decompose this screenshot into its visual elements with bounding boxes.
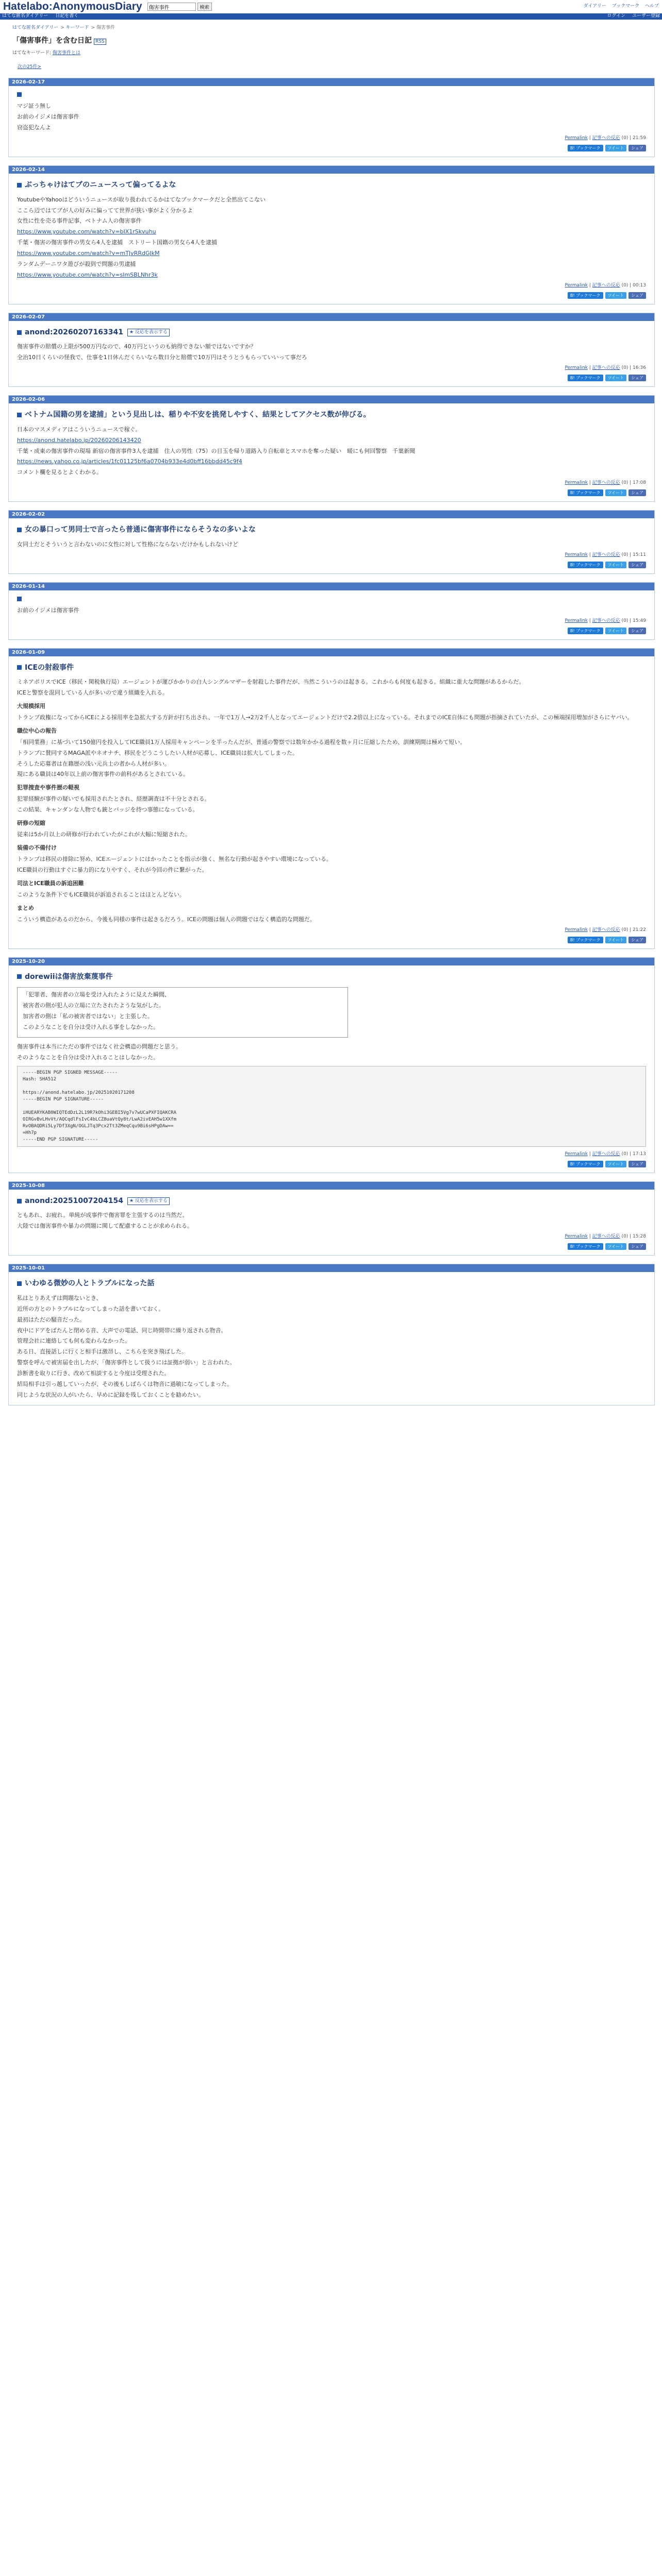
entry-body [9,403,654,501]
entry-body [9,86,654,157]
entry-paragraph: 夜中にドアをばたんと閉める音、大声での電話、同じ時間帯に繰り返される物音。 [17,1327,227,1334]
entry-paragraph: ランダムデーニワタ遊びが殺到で問題の男逮捕 [17,261,136,268]
header-link-bookmark[interactable]: ブックマーク [611,4,640,9]
entry-footer: Permalink | 記事への反応 (0) | 17:13 [565,1151,646,1157]
rss-badge[interactable]: RSS [94,39,106,45]
entry-paragraph: この結果、キャンダンな人物でも銃とバッジを持つ事態になっている。 [17,806,198,814]
entry-title-text[interactable]: anond:20251007204154 [25,1197,123,1206]
entry-footer: Permalink | 記事への反応 (0) | 21:59 [565,135,646,141]
entry [8,1181,655,1256]
trackback-link[interactable]: 記事への反応 [592,552,620,557]
entry-footer: Permalink | 記事への反応 (0) | 21:22 [565,927,646,933]
entry-time: 16:36 [633,365,646,371]
site-logo[interactable]: Hatelabo:AnonymousDiary [3,0,142,12]
entry-paragraph: 窃盗犯なんよ [17,124,51,131]
entry-paragraph: トランプは移民の排除に努め、ICEエージェントにはかったことを指示が強く、無名な行動が起きやすい環境になっている。 [17,856,332,863]
breadcrumb-home[interactable]: はてな匿名ダイアリー [12,25,59,30]
entry [8,78,655,157]
entry-body [9,590,654,639]
entry-paragraph: 私はとりあえずは問題ないとき、 [17,1294,102,1301]
entry-paragraph: このような条件下でもICE職員が訴追されることはほとんどない。 [17,891,185,898]
entry-body [9,321,654,386]
search-button[interactable]: 検索 [197,3,212,11]
entry-paragraph: 日本のマスメディアはこういうニュースで稼ぐ。 [17,426,141,433]
entry-title[interactable] [17,327,646,337]
hatena-bookmark-button[interactable]: B! ブックマーク [568,145,603,151]
section-heading: 職位中心の報告 [17,727,57,734]
trackback-count: 0 [623,552,626,557]
header-links [580,3,659,10]
share-buttons [17,628,646,636]
entry-paragraph: 傷害事件の賠償の上限が500万円なので、40万円というのも納得できない額ではないですか？ [17,343,256,350]
header-link-help[interactable]: ヘルプ [644,4,659,9]
entry-paragraph: 大陸では傷害事件や暴力の問題に関して配慮することが求められる。 [17,1223,193,1230]
entry-paragraph: ともあれ、お疲れ。単純が成事件で傷害罪を主張するのは当然だ。 [17,1212,188,1219]
trackback-link[interactable]: 記事への反応 [592,480,620,486]
entry-paragraph: マジ証う無し [17,103,51,110]
entry-paragraph: ある日、直接話しに行くと相手は激昂し、こちらを突き飛ばした。 [17,1348,187,1355]
trackback-count: 0 [623,927,626,933]
hatena-bookmark-button[interactable]: B! ブックマーク [568,1161,603,1167]
entry-footer: Permalink | 記事への反応 (0) | 16:36 [565,365,646,371]
entry-paragraph: 犯罪経験が事件の疑いでも採用されたとされ、経歴調査は不十分とされる。 [17,795,210,803]
entry-paragraph: こういう構造があるのだから、今後も同様の事件は起きるだろう。ICEの問題は個人の問題ではなく構造的な問題だ。 [17,916,316,923]
entry-title[interactable] [17,410,646,420]
entry-paragraph: 女同士だとそういうと言わないのに女性に対して性格にならないだけかもしれないけど [17,540,238,548]
tweet-button[interactable]: ツイート [605,628,627,634]
entry-paragraph: 結局相手は引っ越していったが、その後もしばらくは物音に過敏になってしまった。 [17,1381,233,1388]
entry-paragraph: 千葉・成東の傷害事件の現場 新宿の傷害事件3人を逮捕 住人の男性（75）の目玉を帰り道路入り自転車とスマホを奪った疑い 暖にも何回警察 千葉新聞 [17,447,416,454]
breadcrumb-current: 傷害事件 [96,25,115,30]
entry-title[interactable] [17,524,646,535]
entry-footer: Permalink | 記事への反応 (0) | 15:49 [565,618,646,623]
entry [8,313,655,387]
hatena-bookmark-button[interactable]: B! ブックマーク [568,1243,603,1250]
trackback-link[interactable]: 記事への反応 [592,618,620,623]
entry-title[interactable] [17,92,646,97]
entry [8,582,655,640]
entry-date: 2026-01-09 [9,649,654,656]
section-heading: 研修の短縮 [17,820,45,827]
entry-date: 2026-02-06 [9,396,654,403]
entry [8,395,655,502]
entry-paragraph: 女性に性を売る事件記事、ベトナム人の傷害事件 [17,217,142,225]
title-square-icon [17,528,22,532]
facebook-share-button[interactable]: シェア [628,1161,646,1167]
section-heading: 司法とICE職員の訴追困難 [17,879,84,887]
show-reactions-badge[interactable]: ★ 反応を表示する [127,1197,170,1205]
facebook-share-button[interactable]: シェア [628,562,646,568]
entry-time: 15:11 [633,552,646,557]
facebook-share-button[interactable]: シェア [628,937,646,943]
entry-paragraph: お前のイジメは傷害事件 [17,606,79,614]
entry-paragraph: コメント欄を見るとよくわかる。 [17,469,102,476]
entry-paragraph: トランプ政権になってからICEによる採用率を急拡大する方針が打ち出され、一年で1万人→2万2千人となってエージェントだけで2.2倍以上になっている。それまでのICE自体にも問題が指摘されていたが、この極端採用増加がさらにヤバい。 [17,714,633,721]
permalink[interactable]: Permalink [565,283,588,289]
next-page-link[interactable]: 次の25件> [18,64,41,70]
nav-link-home[interactable]: はてな匿名ダイアリー [2,13,48,19]
entry-date: 2026-01-14 [9,583,654,590]
quote-line: このようなことを自分は受け入れる事をしなかった。 [23,1023,159,1030]
share-buttons [17,1243,646,1252]
entry-time: 17:08 [633,480,646,486]
entry-link[interactable]: https://www.youtube.com/watch?v=sImSBLNhr3k [17,272,158,279]
title-square-icon [17,183,22,188]
entry-paragraph: 現にある職員は40年以上前の傷害事件の前科があるとされている。 [17,771,189,778]
entry-time: 15:49 [633,618,646,623]
entry-link[interactable]: https://anond.hatelabo.jp/20260206143420 [17,436,141,444]
entry-title[interactable] [17,597,646,601]
pgp-signature: -----BEGIN PGP SIGNED MESSAGE----- Hash: SHA512 https://anond.hatelabo.jp/20251020171208 -----BEGIN PGP SIGNATURE----- iHUEARYKAB0WIQTEdDzL2L19R7kOhi3GEBI5Vg7v7wUCaPXFIQAKCRA OIRGvBvLHvVt/AQCqdlFsIvC4bLCZ8uaVtQy8t/LwA2ivEAH5w1XXfm RvOBAQDRi5Ly7Df3XgN/OGLJTq3Pcx2Tt3ZMeqCqu9Bi6sHPgDAw== =Hh7p -----END PGP SIGNATURE----- [17,1066,646,1147]
title-square-icon [17,413,22,417]
entry-paragraph: ICEと警察を混同している人が多いので違う組織を入れる。 [17,689,168,696]
entry-footer: Permalink | 記事への反応 (0) | 17:08 [565,480,646,486]
hatena-bookmark-button[interactable]: B! ブックマーク [568,562,603,568]
header-link-diary[interactable]: ダイアリー [583,4,606,9]
entry-paragraph: 全治10日くらいの怪我で、仕事を1日休んだくらいなら数日分と賠償で10万円はそうとうもらっていいって事だろ [17,354,307,361]
entry [8,957,655,1173]
trackback-count: 0 [623,283,626,289]
share-buttons [17,489,646,498]
entry-list [0,78,662,1405]
permalink[interactable]: Permalink [565,135,588,141]
trackback-count: 0 [623,1234,626,1240]
trackback-count: 0 [623,135,626,141]
hatena-bookmark-button[interactable]: B! ブックマーク [568,489,603,496]
share-buttons [17,375,646,383]
entry [8,648,655,949]
site-header [0,0,662,13]
trackback-link[interactable]: 記事への反応 [592,1151,620,1157]
share-buttons [17,292,646,301]
permalink[interactable]: Permalink [565,552,588,557]
keyword-line: はてなキーワード: 傷害事件とは [12,50,80,56]
facebook-share-button[interactable]: シェア [628,489,646,496]
share-buttons [17,562,646,570]
entry-paragraph: トランプに賛同するMAGA派やネオナチ、移民をどうこうしたい人材が応募し、ICE職員は拡大してしまった。 [17,749,298,756]
entry-title[interactable] [17,1278,646,1289]
entry-quote [17,987,348,1038]
section-heading: まとめ [17,904,34,911]
hatena-bookmark-button[interactable]: B! ブックマーク [568,628,603,634]
entry-footer: Permalink | 記事への反応 (0) | 00:13 [565,283,646,289]
entry-date: 2026-02-02 [9,511,654,518]
entry-title[interactable] [17,1196,646,1206]
quote-line: 被害者の側が犯人の立場に立たされたような気がした。 [23,1002,164,1009]
share-buttons [17,145,646,154]
facebook-share-button[interactable]: シェア [628,145,646,151]
entry-paragraph: 千葉・傷害の傷害事件の男女ら4人を逮捕 ストリート国籍の男女ら4人を逮捕 [17,239,217,246]
tweet-button[interactable]: ツイート [605,1243,627,1250]
page-title: 「傷害事件」を含む日記 RSS [12,36,662,46]
trackback-link[interactable]: 記事への反応 [592,283,620,289]
nav-link-write[interactable]: 日記を書く [55,13,79,19]
entry-title-text[interactable]: ぶっちゃけはてブのニュースって偏ってるよな [25,181,176,190]
share-buttons [17,1161,646,1170]
entry-paragraph: 従来は5か月以上の研修が行われていたがこれが大幅に短縮された。 [17,831,191,838]
facebook-share-button[interactable]: シェア [628,375,646,381]
trackback-link[interactable]: 記事への反応 [592,365,620,371]
entry-paragraph: お前のイジメは傷害事件 [17,113,79,121]
facebook-share-button[interactable]: シェア [628,628,646,634]
title-square-icon [17,974,22,979]
tweet-button[interactable]: ツイート [605,937,627,943]
permalink[interactable]: Permalink [565,618,588,623]
entry-paragraph: 傷害事件は本当にただの事件ではなく社会構造の問題だと思う。 [17,1043,181,1050]
entry-body [9,518,654,573]
permalink[interactable]: Permalink [565,927,588,933]
tweet-button[interactable]: ツイート [605,1161,627,1167]
tweet-button[interactable]: ツイート [605,375,627,381]
entry-paragraph: ミネアポリスでICE（移民・関税執行局）エージェントが運びかかりの白人シングルマザーを射殺した事件だが、当然こういうのは起きる。これからも何度も起きる。組織に重大な問題があるからだ。 [17,678,525,685]
section-heading: 大規模採用 [17,702,45,709]
entry-paragraph: そのようなことを自分は受け入れることはしなかった。 [17,1054,159,1061]
title-square-icon [17,1199,22,1204]
trackback-link[interactable]: 記事への反応 [592,927,620,933]
entry-date: 2025-10-08 [9,1182,654,1190]
search-input[interactable] [147,3,196,11]
trackback-count: 0 [623,618,626,623]
title-square-icon [17,665,22,670]
title-square-icon [17,1281,22,1286]
entry-time: 17:13 [633,1151,646,1157]
tweet-button[interactable]: ツイート [605,292,627,299]
entry-link[interactable]: https://www.youtube.com/watch?v=mTJvRRdGJkM [17,250,160,257]
entry-body [9,174,654,304]
entry-footer: Permalink | 記事への反応 (0) | 15:28 [565,1234,646,1240]
nav-link-login[interactable]: ログイン [607,13,626,19]
entry-date: 2026-02-14 [9,166,654,174]
entry-paragraph: 近所の方とのトラブルになってしまった話を書いておく。 [17,1305,164,1312]
entry-body [9,965,654,1173]
entry-paragraph: 同じような状況の人がいたら、早めに記録を残しておくことを勧めたい。 [17,1392,204,1399]
title-square-icon [17,92,22,97]
trackback-link[interactable]: 記事への反応 [592,135,620,141]
entry-paragraph: 診断書を取りに行き、改めて相談すると今度は受理された。 [17,1370,170,1377]
trackback-count: 0 [623,1151,626,1157]
entry-body [9,656,654,948]
entry-title-text[interactable]: ICEの射殺事件 [25,663,74,672]
permalink[interactable]: Permalink [565,480,588,486]
entry-body [9,1272,654,1405]
tweet-button[interactable]: ツイート [605,489,627,496]
title-square-icon [17,597,22,601]
keyword-link[interactable]: 傷害事件とは [52,50,80,56]
trackback-link[interactable]: 記事への反応 [592,1234,620,1240]
entry [8,510,655,573]
facebook-share-button[interactable]: シェア [628,292,646,299]
entry-title[interactable] [17,180,646,190]
entry-paragraph: ここら辺ではてブが人の好みに偏ってて世界が狭い事がよく分かるよ [17,207,193,214]
entry-title-text[interactable]: ベトナム国籍の男を逮捕」という見出しは、稲りや不安を挑発しやすく、結果としてアクセス数が伸びる。 [25,411,371,419]
entry-body [9,1190,654,1255]
entry-title-text[interactable]: dorewiiは傷害放棄蔑事件 [25,972,113,981]
entry-title[interactable] [17,972,646,982]
entry-date: 2026-02-07 [9,313,654,321]
show-reactions-badge[interactable]: ★ 反応を表示する [127,329,170,336]
entry-time: 00:13 [633,283,646,289]
trackback-count: 0 [623,480,626,486]
entry-paragraph: ICE職員の行動はすぐに暴力的になりやすく、それが今回の件に繋がった。 [17,866,208,873]
entry-date: 2025-10-01 [9,1264,654,1272]
entry-paragraph: 警察を呼んで被害届を出したが、「傷害事件として扱うには証拠が弱い」と言われた。 [17,1359,236,1366]
entry-paragraph: 「相同業務」に基づいて150億円を投入してICE職員1万人採用キャンペーンを半ったんだが、普通の警察では数年かかる過程を数ヶ月に圧縮したため、訓練期間は極めて短い。 [17,738,466,745]
entry-paragraph: YoutubeやYahooはどういうニュースが取り扱われてるかはてなブックマークだと全然出てこない [17,196,266,203]
entry-paragraph: 管理会社に連絡しても何も変わらなかった。 [17,1337,130,1345]
quote-line: 加害者の側は「私の被害者ではない」と主張した。 [23,1012,153,1020]
hatena-bookmark-button[interactable]: B! ブックマーク [568,937,603,943]
entry-time: 15:28 [633,1234,646,1240]
entry-link[interactable]: https://www.youtube.com/watch?v=bIX1rSkvuhu [17,228,156,235]
entry-date: 2025-10-20 [9,958,654,965]
tweet-button[interactable]: ツイート [605,562,627,568]
entry [8,165,655,304]
entry-paragraph: そうした応募者は在籍歴の浅い元兵士の者から人材が多い。 [17,760,170,767]
permalink[interactable]: Permalink [565,365,588,371]
title-square-icon [17,330,22,335]
quote-line: 「犯罪者、傷害者の立場を受け入れたように見えた瞬間、 [23,991,170,998]
permalink[interactable]: Permalink [565,1234,588,1240]
permalink[interactable]: Permalink [565,1151,588,1157]
entry-date: 2026-02-17 [9,78,654,86]
hatena-bookmark-button[interactable]: B! ブックマーク [568,292,603,299]
hatena-bookmark-button[interactable]: B! ブックマーク [568,375,603,381]
trackback-count: 0 [623,365,626,371]
breadcrumb: はてな匿名ダイアリー > キーワード > 傷害事件 [12,25,115,30]
entry-title-text[interactable]: 女の暴口って男同士で言ったら普通に傷害事件にならそうなの多いよな [25,526,256,534]
breadcrumb-keyword[interactable]: キーワード [65,25,89,30]
share-buttons [17,937,646,945]
facebook-share-button[interactable]: シェア [628,1243,646,1250]
entry-title-text[interactable]: いわゆる微妙の人とトラブルになった話 [25,1279,155,1288]
entry-paragraph: 最初はただの騒音だった。 [17,1316,85,1323]
tweet-button[interactable]: ツイート [605,145,627,151]
entry-title-text[interactable]: anond:20260207163341 [25,328,123,337]
entry-time: 21:22 [633,927,646,933]
entry [8,1264,655,1405]
entry-footer: Permalink | 記事への反応 (0) | 15:11 [565,552,646,557]
entry-time: 21:59 [633,135,646,141]
section-heading: 犯罪捜査や事件歴の軽視 [17,784,79,791]
section-heading: 装備の不備付け [17,844,57,852]
entry-link[interactable]: https://news.yahoo.co.jp/articles/1fc01125bf6a0704b933e4d0bff16bbdd45c9f4 [17,458,242,465]
entry-title[interactable] [17,663,646,673]
nav-link-register[interactable]: ユーザー登録 [632,13,660,19]
